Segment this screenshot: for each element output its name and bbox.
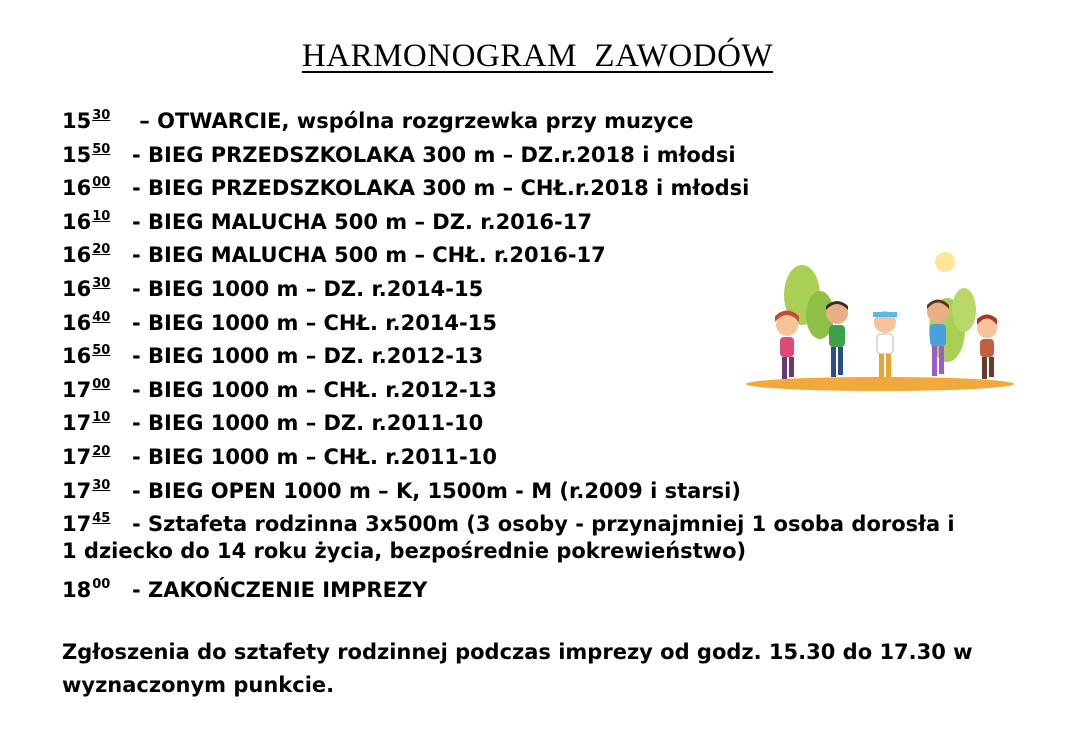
- runner-boy-icon: [927, 300, 949, 377]
- schedule-event: - BIEG PRZEDSZKOLAKA 300 m – DZ.r.2018 i młodsi: [132, 142, 736, 167]
- runner-girl-icon: [775, 311, 799, 380]
- schedule-event: - BIEG 1000 m – CHŁ. r.2014-15: [132, 310, 497, 335]
- schedule-event: - BIEG PRZEDSZKOLAKA 300 m – CHŁ.r.2018 i młodsi: [132, 176, 750, 201]
- sun-icon: [935, 252, 955, 272]
- runner-boy-icon: [826, 301, 848, 377]
- schedule-time: $17^{45}$: [62, 511, 111, 537]
- schedule-time: $16^{50}$: [62, 343, 111, 369]
- registration-note: Zgłoszenia do sztafety rodzinnej podczas imprezy od godz. 15.30 do 17.30 w wyznaczonym punkcie.: [62, 640, 973, 697]
- schedule-event: - BIEG 1000 m – DZ. r.2014-15: [132, 276, 484, 301]
- schedule-row-continuation: 1 dziecko do 14 roku życia, bezpośrednie pokrewieństwo): [62, 538, 747, 563]
- schedule-event: - BIEG MALUCHA 500 m – CHŁ. r.2016-17: [132, 243, 606, 268]
- schedule-row: [62, 401, 1022, 435]
- schedule-time: $17^{30}$: [62, 477, 111, 503]
- schedule-event: - BIEG 1000 m – DZ. r.2012-13: [132, 344, 484, 369]
- schedule-event: - ZAKOŃCZENIE IMPREZY: [132, 578, 428, 603]
- schedule-time: $17^{20}$: [62, 443, 111, 469]
- schedule-event: – OTWARCIE, wspólna rozgrzewka przy muzyce: [132, 109, 694, 133]
- runner-girl-icon: [977, 315, 997, 380]
- ground-shape: [746, 377, 1014, 391]
- schedule-time: $16^{10}$: [62, 208, 111, 234]
- schedule-event: - BIEG 1000 m – CHŁ. r.2012-13: [132, 377, 497, 402]
- schedule-time: $15^{30}$: [62, 108, 111, 133]
- schedule-row: [62, 469, 1022, 503]
- running-kids-illustration: [742, 250, 1017, 395]
- schedule-event: - BIEG MALUCHA 500 m – DZ. r.2016-17: [132, 209, 592, 234]
- schedule-time: $15^{50}$: [62, 141, 111, 167]
- schedule-row-closing: [62, 568, 1022, 602]
- schedule-time: $16^{00}$: [62, 175, 111, 201]
- schedule-time: $16^{40}$: [62, 309, 111, 335]
- schedule-time: $16^{30}$: [62, 275, 111, 301]
- schedule-row: [62, 133, 1022, 167]
- schedule-row: [62, 502, 1022, 536]
- schedule-row: [62, 99, 1022, 133]
- schedule-event: - BIEG 1000 m – DZ. r.2011-10: [132, 411, 484, 436]
- schedule-event: - BIEG OPEN 1000 m – K, 1500m - M (r.2009 i starsi): [132, 478, 741, 503]
- schedule-time: $18^{00}$: [62, 577, 111, 603]
- schedule-row: [62, 166, 1022, 200]
- schedule-time: $17^{00}$: [62, 376, 111, 402]
- schedule-event: - BIEG 1000 m – CHŁ. r.2011-10: [132, 444, 497, 469]
- schedule-row: [62, 435, 1022, 469]
- schedule-time: $17^{10}$: [62, 410, 111, 436]
- schedule-event: - Sztafeta rodzinna 3x500m (3 osoby - przynajmniej 1 osoba dorosła i: [132, 512, 955, 537]
- tree-icon: [952, 288, 976, 332]
- page-title: HARMONOGRAM ZAWODÓW: [301, 38, 774, 74]
- runner-boy-icon: [873, 311, 897, 379]
- schedule-time: $16^{20}$: [62, 242, 111, 268]
- schedule-row: [62, 200, 1022, 234]
